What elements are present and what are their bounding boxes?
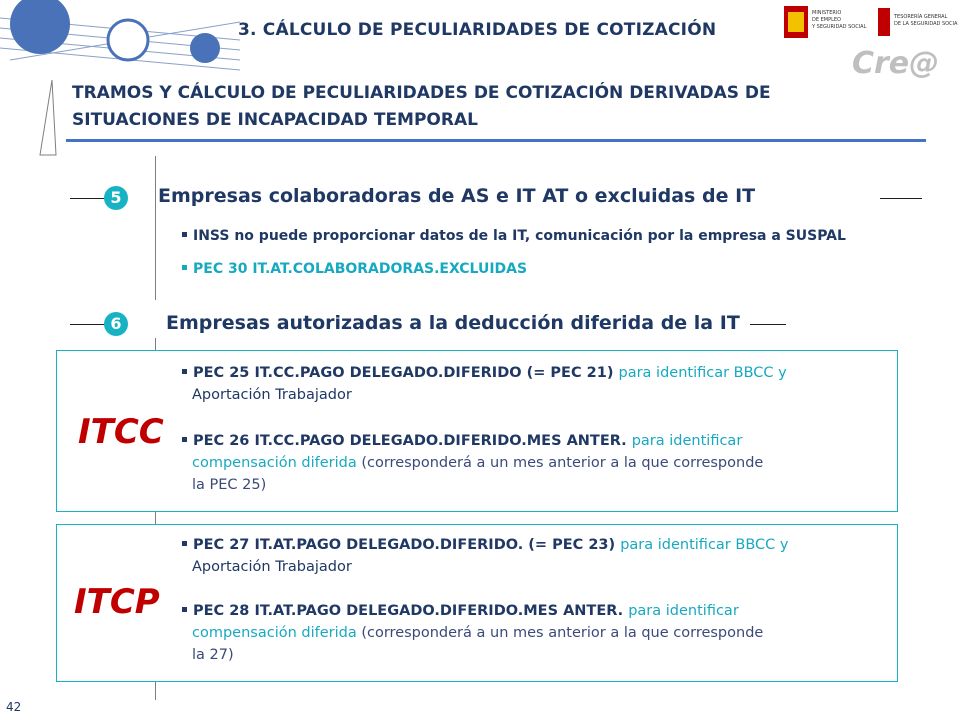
section5-vertical-line (155, 156, 156, 300)
page-header-title: 3. CÁLCULO DE PECULIARIDADES DE COTIZACIÓN (238, 20, 717, 40)
itcc-paragraph-2: PEC 26 IT.CC.PAGO DELEGADO.DIFERIDO.MES ANTER. para identificar compensación diferida (corresponderá a un mes anterior a la que corresponde la PEC 25) (182, 430, 882, 496)
big-blue-circle (10, 0, 70, 54)
svg-text:DE EMPLEO: DE EMPLEO (812, 17, 841, 23)
small-blue-circle (190, 33, 220, 63)
section5-bullet-1: INSS no puede proporcionar datos de la IT, comunicación por la empresa a SUSPAL (182, 228, 846, 244)
section5-bullet-2: PEC 30 IT.AT.COLABORADORAS.EXCLUIDAS (182, 261, 527, 277)
header-rule (66, 139, 926, 142)
section6-number-badge: 6 (104, 312, 128, 336)
itcp-label: ITCP (74, 582, 160, 622)
itcp-paragraph-2: PEC 28 IT.AT.PAGO DELEGADO.DIFERIDO.MES ANTER. para identificar compensación diferida (corresponderá a un mes anterior a la que corresponde la 27) (182, 600, 882, 666)
page-number: 42 (6, 700, 22, 714)
section6-left-rule (70, 324, 106, 325)
svg-text:DE LA SEGURIDAD SOCIAL: DE LA SEGURIDAD SOCIAL (894, 21, 958, 27)
institution-logos (780, 4, 958, 52)
crea-logo: Cre@ (852, 46, 940, 81)
section6-title: Empresas autorizadas a la deducción diferida de la IT (166, 312, 740, 334)
tgss-logo-icon (878, 8, 890, 36)
itcc-paragraph-1: PEC 25 IT.CC.PAGO DELEGADO.DIFERIDO (= PEC 21) para identificar BBCC y Aportación Trabajador (182, 362, 882, 406)
itcp-paragraph-1: PEC 27 IT.AT.PAGO DELEGADO.DIFERIDO. (= PEC 23) para identificar BBCC y Aportación Trabajador (182, 534, 882, 578)
section5-right-rule (880, 198, 922, 199)
section5-title: Empresas colaboradoras de AS e IT AT o excluidas de IT (158, 185, 756, 207)
section6-right-rule (750, 324, 786, 325)
itcc-label: ITCC (78, 412, 164, 452)
section5-left-rule (70, 198, 106, 199)
svg-text:Y SEGURIDAD SOCIAL: Y SEGURIDAD SOCIAL (812, 24, 867, 30)
svg-text:TESORERÍA GENERAL: TESORERÍA GENERAL (894, 14, 948, 20)
svg-text:MINISTERIO: MINISTERIO (812, 10, 842, 16)
section5-number-badge: 5 (104, 186, 128, 210)
page-subtitle: TRAMOS Y CÁLCULO DE PECULIARIDADES DE COTIZACIÓN DERIVADAS DE SITUACIONES DE INCAPACIDAD TEMPORAL (72, 83, 771, 130)
ring-circle (108, 20, 148, 60)
